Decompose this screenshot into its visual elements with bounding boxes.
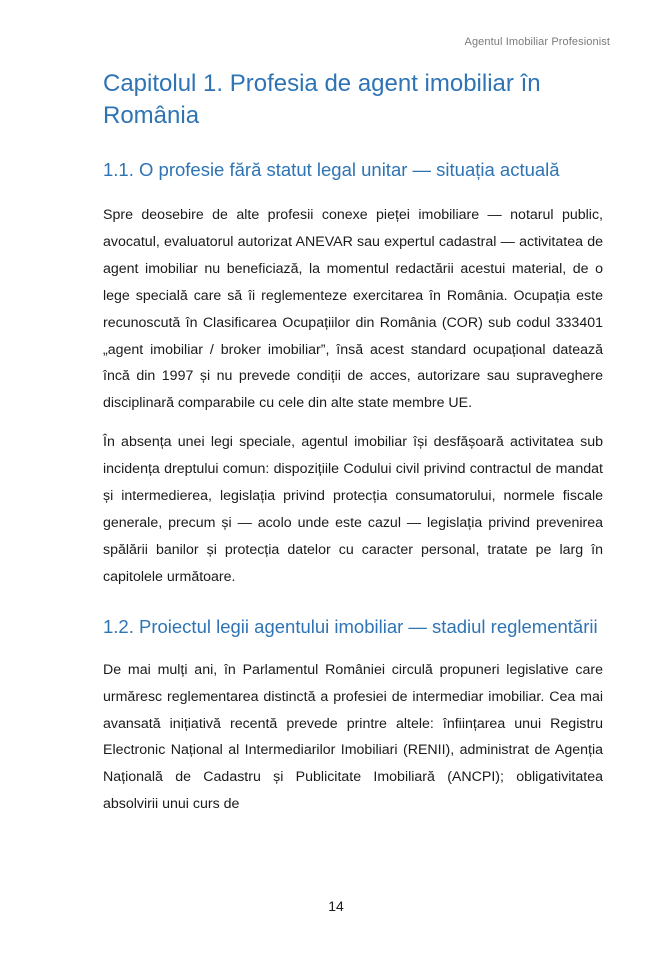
chapter-title: Capitolul 1. Profesia de agent imobiliar în România bbox=[103, 70, 541, 129]
paragraph: Spre deosebire de alte profesii conexe pieței imobiliare — notarul public, avocatul, evaluatorul autorizat ANEVAR sau expertul cadastral — activitatea de agent imobiliar nu beneficiază, la momentul redactării acestui material, de o lege specială care să îi reglementeze exercitarea în România. Ocupația este recunoscută în Clasificarea Ocupațiilor din România (COR) sub codul 333401 „agent imobiliar / broker imobiliar”, însă acest standard ocupațional datează încă din 1997 și nu prevede condiții de acces, autorizare sau supraveghere disciplinară comparabile cu cele din alte state membre UE. bbox=[103, 207, 603, 412]
page-number: 14 bbox=[328, 898, 344, 914]
paragraph: De mai mulți ani, în Parlamentul României circulă propuneri legislative care urmăresc reglementarea distinctă a profesiei de intermediar imobiliar. Cea mai avansată inițiativă recentă prevede printre altele: înființarea unui Registru Electronic Național al Intermediarilor Imobiliari (RENII), administrat de Agenția Națională de Cadastru și Publicitate Imobiliară (ANCPI); obligativitatea absolvirii unui curs de bbox=[103, 661, 603, 813]
running-header: Agentul Imobiliar Profesionist bbox=[464, 36, 610, 48]
section-heading-1-1: 1.1. O profesie fără statut legal unitar — situația actuală bbox=[103, 159, 560, 180]
page-body bbox=[103, 68, 603, 818]
paragraph: În absența unei legi speciale, agentul imobiliar își desfășoară activitatea sub incidența dreptului comun: dispozițiile Codului civil privind contractul de mandat și intermedierea, legislația privind protecția consumatorului, normele fiscale generale, precum și — acolo unde este cazul — legislația privind prevenirea spălării banilor și protecția datelor cu caracter personal, tratate pe larg în capitolele următoare. bbox=[103, 434, 603, 585]
section-heading-1-2: 1.2. Proiectul legii agentului imobiliar — stadiul reglementării bbox=[103, 615, 598, 637]
